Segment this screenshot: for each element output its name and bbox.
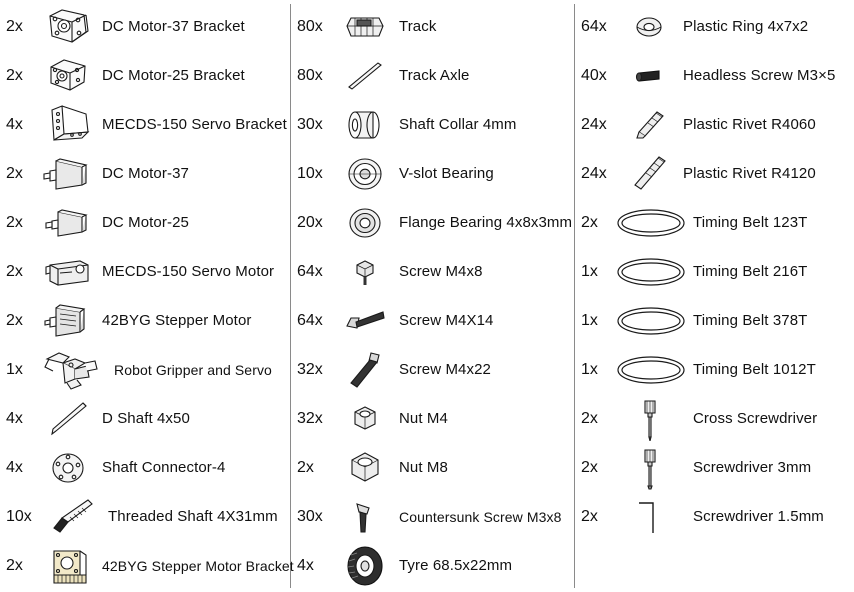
part-label: Plastic Rivet R4120 (683, 165, 816, 182)
quantity: 2x (6, 17, 23, 35)
quantity: 30x (297, 507, 323, 525)
list-item (575, 345, 854, 394)
flange-bearing-icon (337, 201, 393, 245)
quantity: 80x (297, 17, 323, 35)
quantity: 4x (6, 409, 23, 427)
list-item (575, 149, 854, 198)
list-item (575, 492, 854, 541)
part-label: Shaft Connector-4 (102, 459, 226, 476)
list-item (291, 296, 574, 345)
quantity: 2x (581, 213, 598, 231)
timing-belt-icon (615, 201, 687, 245)
stepper-motor-icon (40, 299, 96, 343)
part-label: DC Motor-37 (102, 165, 189, 182)
hex-key-icon (615, 495, 687, 539)
list-item (291, 345, 574, 394)
nut-m8-icon (337, 446, 393, 490)
quantity: 2x (581, 409, 598, 427)
parts-column-1 (0, 0, 294, 592)
countersunk-screw-icon (337, 495, 393, 539)
list-item (291, 247, 574, 296)
list-item (575, 443, 854, 492)
quantity: 30x (297, 115, 323, 133)
part-label: Nut M8 (399, 459, 448, 476)
part-label: Screw M4X14 (399, 312, 494, 329)
quantity: 10x (6, 507, 32, 525)
list-item (0, 492, 290, 541)
part-label: 42BYG Stepper Motor (102, 312, 252, 329)
list-item (0, 2, 290, 51)
screw-m4x8-icon (337, 250, 393, 294)
part-label: Headless Screw M3×5 (683, 67, 836, 84)
list-item (0, 443, 290, 492)
servo-bracket-icon (40, 103, 96, 147)
list-item (291, 443, 574, 492)
nut-m4-icon (337, 397, 393, 441)
motor-bracket-37-icon (40, 5, 96, 49)
part-label: Cross Screwdriver (693, 410, 818, 427)
part-label: 42BYG Stepper Motor Bracket (102, 557, 294, 574)
part-label: Screwdriver 3mm (693, 459, 812, 476)
quantity: 2x (581, 507, 598, 525)
screwdriver-3mm-icon (615, 446, 687, 490)
quantity: 2x (581, 458, 598, 476)
quantity: 2x (6, 164, 23, 182)
part-label: Threaded Shaft 4X31mm (108, 508, 278, 525)
part-label: Screw M4x8 (399, 263, 483, 280)
quantity: 20x (297, 213, 323, 231)
headless-screw-icon (621, 54, 677, 98)
list-item (291, 149, 574, 198)
dc-motor-25-icon (40, 201, 96, 245)
quantity: 1x (581, 360, 598, 378)
quantity: 10x (297, 164, 323, 182)
quantity: 32x (297, 409, 323, 427)
quantity: 2x (6, 66, 23, 84)
quantity: 2x (6, 213, 23, 231)
threaded-shaft-icon (46, 495, 102, 539)
quantity: 1x (6, 360, 23, 378)
list-item (0, 51, 290, 100)
part-label: Track (399, 18, 437, 35)
part-label: MECDS-150 Servo Bracket (102, 116, 287, 133)
timing-belt-icon (615, 250, 687, 294)
parts-column-3 (575, 0, 854, 592)
part-label: Timing Belt 123T (693, 214, 808, 231)
part-label: Plastic Ring 4x7x2 (683, 18, 809, 35)
list-item (291, 198, 574, 247)
part-label: Screw M4x22 (399, 361, 491, 378)
list-item (575, 296, 854, 345)
part-label: Timing Belt 216T (693, 263, 808, 280)
part-label: Nut M4 (399, 410, 448, 427)
list-item (291, 394, 574, 443)
plastic-rivet-4120-icon (621, 152, 677, 196)
v-slot-bearing-icon (337, 152, 393, 196)
quantity: 1x (581, 311, 598, 329)
list-item (0, 247, 290, 296)
list-item (291, 2, 574, 51)
screw-m4x14-icon (337, 299, 393, 343)
part-label: Shaft Collar 4mm (399, 116, 517, 133)
list-item (575, 51, 854, 100)
list-item (575, 247, 854, 296)
quantity: 4x (6, 115, 23, 133)
d-shaft-icon (40, 397, 96, 441)
quantity: 64x (297, 262, 323, 280)
part-label: V-slot Bearing (399, 165, 494, 182)
list-item (575, 100, 854, 149)
part-label: Timing Belt 1012T (693, 361, 816, 378)
list-item (0, 198, 290, 247)
quantity: 64x (297, 311, 323, 329)
track-axle-icon (337, 54, 393, 98)
part-label: Track Axle (399, 67, 470, 84)
list-item (0, 541, 294, 590)
dc-motor-37-icon (40, 152, 96, 196)
list-item (575, 2, 854, 51)
servo-motor-icon (40, 250, 96, 294)
stepper-bracket-icon (40, 544, 96, 588)
list-item (291, 51, 574, 100)
list-item (575, 394, 854, 443)
track-icon (337, 5, 393, 49)
list-item (291, 492, 574, 541)
parts-column-2 (291, 0, 574, 592)
part-label: D Shaft 4x50 (102, 410, 190, 427)
quantity: 4x (297, 556, 314, 574)
robot-gripper-icon (40, 348, 108, 392)
quantity: 40x (581, 66, 607, 84)
part-label: Timing Belt 378T (693, 312, 808, 329)
quantity: 24x (581, 164, 607, 182)
quantity: 64x (581, 17, 607, 35)
list-item (0, 394, 290, 443)
quantity: 1x (581, 262, 598, 280)
part-label: Plastic Rivet R4060 (683, 116, 816, 133)
plastic-ring-icon (621, 5, 677, 49)
quantity: 24x (581, 115, 607, 133)
cross-screwdriver-icon (615, 397, 687, 441)
motor-bracket-25-icon (40, 54, 96, 98)
list-item (0, 296, 290, 345)
part-label: Screwdriver 1.5mm (693, 508, 824, 525)
list-item (0, 345, 290, 394)
timing-belt-icon (615, 299, 687, 343)
quantity: 32x (297, 360, 323, 378)
quantity: 2x (6, 262, 23, 280)
part-label: DC Motor-25 (102, 214, 189, 231)
quantity: 2x (6, 311, 23, 329)
quantity: 2x (6, 556, 23, 574)
part-label: Tyre 68.5x22mm (399, 557, 513, 574)
list-item (0, 100, 290, 149)
part-label: DC Motor-25 Bracket (102, 67, 245, 84)
timing-belt-icon (615, 348, 687, 392)
shaft-collar-icon (337, 103, 393, 147)
quantity: 80x (297, 66, 323, 84)
list-item (0, 149, 290, 198)
part-label: Countersunk Screw M3x8 (399, 508, 562, 525)
part-label: Robot Gripper and Servo (114, 361, 272, 378)
plastic-rivet-4060-icon (621, 103, 677, 147)
shaft-connector-icon (40, 446, 96, 490)
quantity: 2x (297, 458, 314, 476)
part-label: MECDS-150 Servo Motor (102, 263, 275, 280)
list-item (575, 198, 854, 247)
quantity: 4x (6, 458, 23, 476)
list-item (291, 541, 574, 590)
list-item (291, 100, 574, 149)
tyre-icon (337, 544, 393, 588)
part-label: Flange Bearing 4x8x3mm (399, 214, 573, 231)
screw-m4x22-icon (337, 348, 393, 392)
part-label: DC Motor-37 Bracket (102, 18, 245, 35)
